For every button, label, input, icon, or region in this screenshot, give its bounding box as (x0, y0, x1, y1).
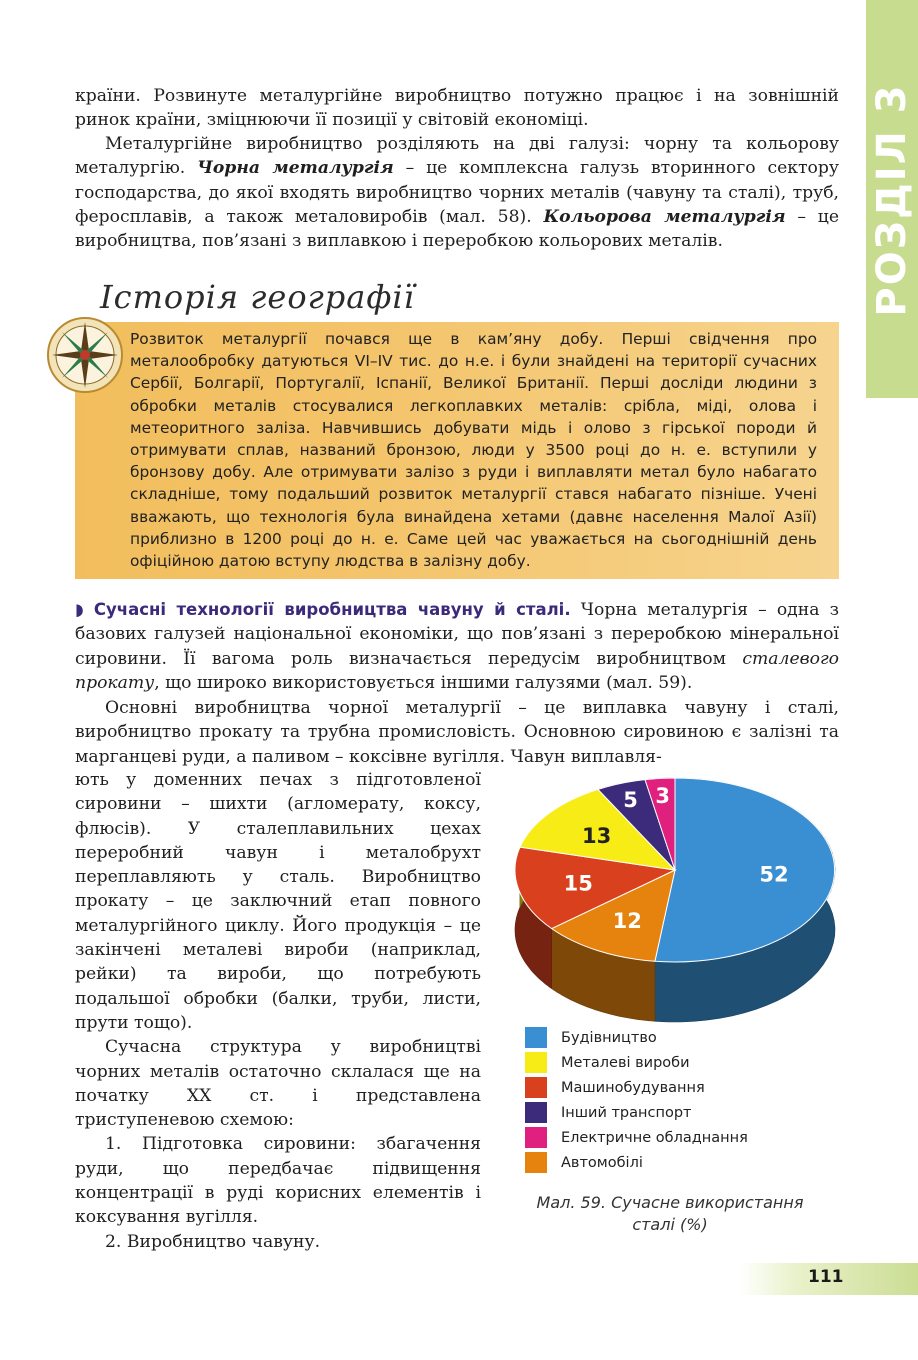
p2-text-b: – це комплексна галузь вторинного сектору господарства, до якої входять виробництво чорних металів (чавуну та сталі), труб, феросплавів, а також металовиробів (мал. 58). (75, 158, 839, 227)
chart-legend (525, 1025, 748, 1175)
legend-item-electrical-equipment (525, 1125, 748, 1150)
chapter-label: РОЗДІЛ 3 (869, 83, 915, 317)
p2-text-c: – це виробництва, пов’язані з виплавкою і переробкою кольорових металів. (75, 206, 840, 252)
section-text-a: Чорна металургія – одна з базових галузей національної економіки, що пов’язані з переробкою мінеральної сировини. Її вагома роль визначається передусім виробництвом (75, 600, 840, 669)
legend-label-other-transport: Інший транспорт (561, 1104, 692, 1121)
intro-paragraph-2 (75, 132, 839, 253)
left-paragraph-2: Сучасна структура у виробництві чорних металів остаточно склалася ще на початку ХХ ст. і представлена триступеневою схемою: (75, 1037, 481, 1131)
section-paragraph-2: Основні виробництва чорної металургії – це виплавка чавуну і сталі, виробництво прокату та трубна промисловість. Основною сировиною є залізні та марганцеві руди, а паливом – коксівне вугілля. Чавун виплавля- (75, 698, 839, 767)
list-item-1: 1. Підготовка сировини: збагачення руди, що передбачає підвищення концентрації в руді корисних елементів і коксування вугілля. (75, 1134, 481, 1228)
section-paragraph-1 (75, 598, 839, 695)
pie-label-electrical-equipment: 3 (655, 783, 671, 808)
term-steel-rolling: сталевого прокату (75, 648, 839, 693)
legend-swatch-machine-building (525, 1077, 547, 1098)
legend-swatch-other-transport (525, 1102, 547, 1123)
left-paragraph-1: ють у доменних печах з підготовленої сировини – шихти (агломерату, коксу, флюсів). У сталеплавильних цехах переробний чавун і металобрухт переплавляють у сталь. Виробництво прокату – це заключний етап повного металургійного циклу. Його продукція – це закінчені металеві вироби (наприклад, рейки) та вироби, що потребують подальшої обробки (балки, труби, листи, прути тощо). (75, 770, 481, 1033)
history-text: Розвиток металургії почався ще в кам’яну добу. Перші свідчення про металообробку датуються VI–IV тис. до н.е. і були знайдені на території сучасних Сербії, Болгарії, Португалії, Іспанії, Великої Британії. Перші досліди людини з обробки металів стосувалися легкоплавких металів: срібла, міді, олова і метеоритного заліза. Навчившись добувати мідь і олово з гірської породи й отримувати сплав, названий бронзою, люди у 3500 році до н. е. вступили у бронзову добу. Але отримувати залізо з руди і виплавляти метал було набагато складніше, тому подальший розвиток металургії стався набагато пізніше. Учені вважають, що технологія була винайдена хетами (давнє населення Малої Азії) приблизно в 1200 році до н. е. Саме цей час уважається на сьогоднішній день офіційною датою вступу людства в залізну добу. (130, 330, 817, 571)
list-item-2: 2. Виробництво чавуну. (105, 1231, 321, 1252)
legend-label-machine-building: Машинобудування (561, 1079, 705, 1096)
history-title: Історія географії (100, 278, 415, 316)
legend-swatch-metal-products (525, 1052, 547, 1073)
pie-label-metal-products: 13 (581, 824, 612, 848)
section-bullet-icon: ◗ (75, 600, 84, 619)
section-text-b: , що широко використовується іншими галузями (мал. 59). (154, 672, 693, 693)
legend-item-construction (525, 1025, 748, 1050)
legend-item-metal-products (525, 1050, 748, 1075)
pie-label-automobiles: 12 (612, 909, 642, 933)
intro-paragraph-1: країни. Розвинуте металургійне виробництво потужно працює і на зовнішній ринок країни, зміцнюючи її позиції у світовій економіці. (75, 86, 839, 131)
term-nonferrous-metallurgy: Кольорова металургія (543, 206, 786, 227)
legend-label-automobiles: Автомобілі (561, 1154, 643, 1171)
page-number: 111 (808, 1267, 844, 1287)
legend-label-metal-products: Металеві вироби (561, 1054, 690, 1071)
legend-label-construction: Будівництво (561, 1029, 657, 1046)
p2-text-a: Металургійне виробництво розділяють на дві галузі: чорну та кольорову металургію. (75, 134, 839, 179)
pie-label-construction: 52 (759, 862, 789, 887)
legend-swatch-automobiles (525, 1152, 547, 1173)
legend-item-machine-building (525, 1075, 748, 1100)
legend-swatch-construction (525, 1027, 547, 1048)
legend-swatch-electrical-equipment (525, 1127, 547, 1148)
pie-label-other-transport: 5 (623, 788, 638, 812)
legend-item-automobiles (525, 1150, 748, 1175)
legend-label-electrical-equipment: Електричне обладнання (561, 1129, 748, 1146)
legend-item-other-transport (525, 1100, 748, 1125)
compass-rose-icon (46, 316, 124, 394)
figure-caption: Мал. 59. Сучасне використання сталі (%) (536, 1193, 804, 1234)
pie-label-machine-building: 15 (563, 871, 593, 896)
steel-usage-pie-chart (500, 770, 845, 1030)
term-ferrous-metallurgy: Чорна металургія (197, 158, 394, 179)
section-heading: Сучасні технології виробництва чавуну й сталі. (93, 600, 571, 619)
left-column (75, 768, 481, 1254)
